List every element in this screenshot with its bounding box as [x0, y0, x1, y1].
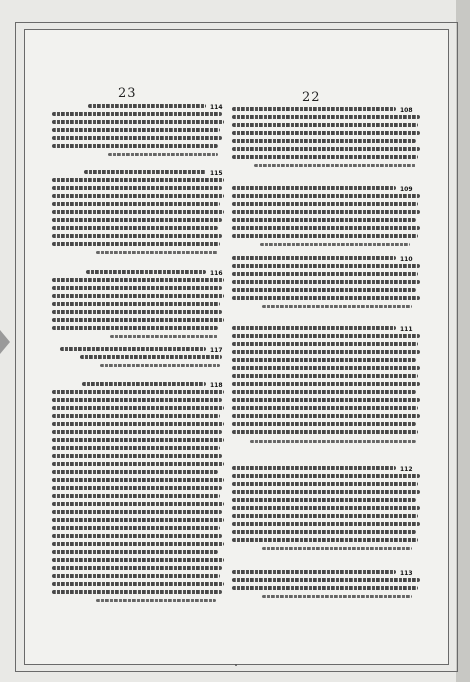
handwritten-line [232, 288, 416, 292]
handwritten-line [232, 506, 420, 510]
handwritten-line [232, 398, 420, 402]
handwritten-line [52, 210, 224, 214]
entry-number: 112 [400, 466, 413, 473]
handwritten-line [232, 390, 416, 394]
handwritten-line [232, 350, 420, 354]
handwritten-line [52, 186, 222, 190]
handwritten-line [232, 202, 418, 206]
handwritten-line [232, 210, 420, 214]
handwritten-line [52, 302, 220, 306]
handwritten-line [52, 470, 218, 474]
entry-number: 108 [400, 107, 413, 114]
handwritten-line [232, 186, 396, 190]
handwritten-line [52, 278, 224, 282]
handwritten-line [86, 270, 206, 274]
handwritten-line [262, 547, 412, 550]
handwritten-line [232, 131, 420, 135]
handwritten-line [52, 590, 222, 594]
handwritten-line [52, 510, 222, 514]
handwritten-line [232, 256, 396, 260]
handwritten-line [232, 466, 396, 470]
handwritten-line [52, 550, 218, 554]
handwritten-line [52, 218, 222, 222]
handwritten-line [232, 147, 420, 151]
handwritten-line [52, 422, 224, 426]
handwritten-line [232, 226, 420, 230]
handwritten-line [52, 398, 222, 402]
handwritten-line [96, 251, 218, 254]
handwritten-line [232, 522, 420, 526]
handwritten-line [232, 280, 420, 284]
handwritten-line [250, 440, 416, 443]
handwritten-line [52, 478, 224, 482]
handwritten-line [52, 202, 220, 206]
handwritten-line [52, 178, 224, 182]
handwritten-line [52, 566, 222, 570]
entry-number: 113 [400, 570, 413, 577]
handwritten-line [232, 366, 420, 370]
handwritten-line [232, 586, 418, 590]
handwritten-line [52, 406, 224, 410]
handwritten-line [232, 374, 418, 378]
handwritten-line [232, 482, 418, 486]
handwritten-line [84, 170, 206, 174]
handwritten-line [232, 326, 396, 330]
handwritten-line [52, 502, 224, 506]
handwritten-line [232, 474, 420, 478]
handwritten-line [232, 382, 420, 386]
handwritten-line [232, 272, 418, 276]
handwritten-line [80, 355, 222, 359]
handwritten-line [82, 382, 206, 386]
handwritten-line [52, 486, 222, 490]
handwritten-line [232, 115, 420, 119]
handwritten-line [52, 242, 220, 246]
handwritten-line [52, 326, 218, 330]
handwritten-line [110, 335, 218, 338]
entry-number: 111 [400, 326, 413, 333]
handwritten-line [232, 139, 416, 143]
handwritten-line [232, 218, 416, 222]
entry-number: 115 [210, 170, 223, 177]
handwritten-line [108, 153, 218, 156]
entry-number: 114 [210, 104, 223, 111]
handwritten-line [52, 430, 222, 434]
handwritten-line [52, 582, 224, 586]
page-dot [235, 664, 237, 666]
left-page-number: 23 [118, 86, 137, 101]
entry-number: 116 [210, 270, 223, 277]
handwritten-line [52, 454, 222, 458]
handwritten-line [232, 514, 418, 518]
handwritten-line [52, 526, 220, 530]
handwritten-line [232, 334, 420, 338]
handwritten-line [52, 120, 224, 124]
handwritten-line [52, 112, 222, 116]
entry-number: 118 [210, 382, 223, 389]
handwritten-line [232, 342, 418, 346]
handwritten-line [52, 286, 222, 290]
handwritten-line [100, 364, 220, 367]
handwritten-line [232, 264, 420, 268]
handwritten-line [232, 107, 396, 111]
handwritten-line [232, 530, 416, 534]
handwritten-line [232, 490, 420, 494]
handwritten-line [52, 438, 224, 442]
handwritten-line [52, 144, 218, 148]
handwritten-line [232, 406, 418, 410]
handwritten-line [232, 430, 418, 434]
handwritten-line [52, 534, 222, 538]
entry-number: 110 [400, 256, 413, 263]
handwritten-line [262, 595, 412, 598]
handwritten-line [52, 574, 220, 578]
handwritten-line [232, 570, 396, 574]
handwritten-line [52, 462, 224, 466]
handwritten-line [232, 296, 420, 300]
handwritten-line [232, 578, 420, 582]
handwritten-line [52, 310, 222, 314]
handwritten-line [52, 136, 222, 140]
handwritten-line [96, 599, 216, 602]
handwritten-line [262, 305, 412, 308]
handwritten-line [88, 104, 206, 108]
handwritten-line [232, 538, 418, 542]
handwritten-line [52, 542, 224, 546]
handwritten-line [52, 446, 220, 450]
handwritten-line [52, 494, 220, 498]
handwritten-line [52, 518, 224, 522]
entry-number: 117 [210, 347, 223, 354]
handwritten-line [232, 414, 420, 418]
entry-number: 109 [400, 186, 413, 193]
handwritten-line [52, 128, 220, 132]
handwritten-line [52, 294, 224, 298]
handwritten-line [232, 422, 416, 426]
handwritten-line [232, 155, 418, 159]
handwritten-line [52, 390, 224, 394]
handwritten-line [52, 226, 218, 230]
handwritten-line [232, 358, 416, 362]
handwritten-line [254, 164, 416, 167]
right-page-number: 22 [302, 90, 321, 105]
handwritten-line [60, 347, 206, 351]
handwritten-line [232, 123, 418, 127]
handwritten-line [232, 498, 416, 502]
handwritten-line [232, 234, 418, 238]
handwritten-line [232, 194, 420, 198]
handwritten-line [52, 318, 224, 322]
page-tab-marker [0, 330, 10, 354]
page-edge [456, 0, 470, 682]
handwritten-line [52, 414, 220, 418]
handwritten-line [52, 558, 224, 562]
handwritten-line [52, 234, 222, 238]
handwritten-line [52, 194, 224, 198]
handwritten-line [260, 243, 410, 246]
